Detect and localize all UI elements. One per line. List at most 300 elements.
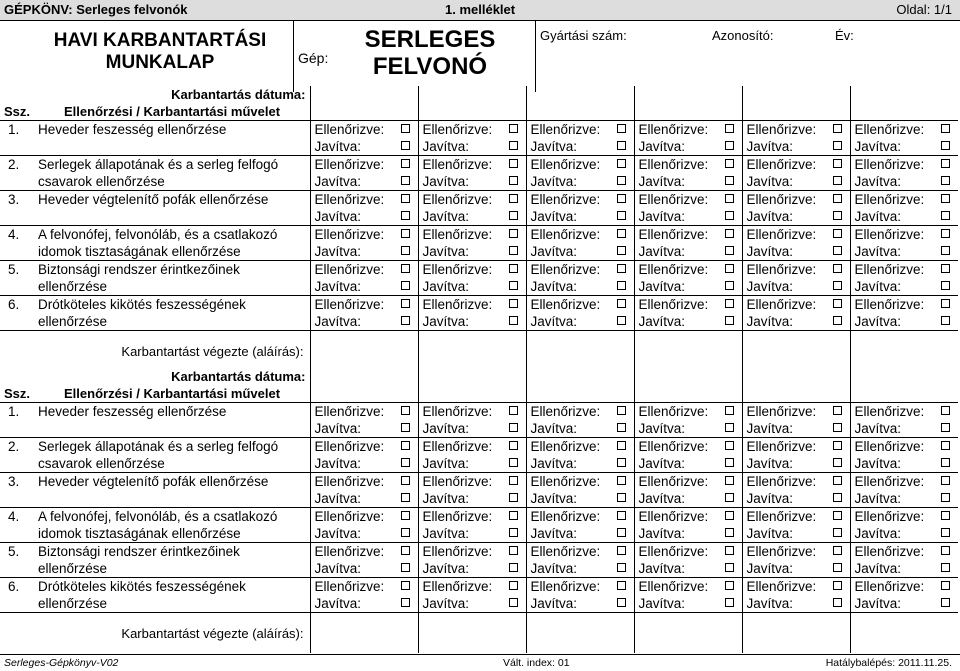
checked-checkbox[interactable] bbox=[725, 581, 734, 590]
checked-label: Ellenőrizve: bbox=[530, 192, 601, 207]
table-row bbox=[0, 156, 958, 191]
repaired-checkbox[interactable] bbox=[833, 528, 842, 537]
repaired-label: Javítva: bbox=[854, 209, 902, 224]
checked-label: Ellenőrizve: bbox=[314, 192, 385, 207]
repaired-checkbox[interactable] bbox=[617, 563, 626, 572]
checked-checkbox[interactable] bbox=[725, 159, 734, 168]
repaired-checkbox[interactable] bbox=[617, 211, 626, 220]
checked-checkbox[interactable] bbox=[941, 124, 950, 133]
date-cell[interactable] bbox=[634, 368, 742, 385]
repaired-checkbox[interactable] bbox=[941, 281, 950, 290]
checked-label: Ellenőrizve: bbox=[638, 122, 709, 137]
check-slot bbox=[850, 296, 958, 331]
checked-label: Ellenőrizve: bbox=[314, 544, 385, 559]
checked-checkbox[interactable] bbox=[401, 546, 410, 555]
checked-checkbox[interactable] bbox=[941, 511, 950, 520]
checked-checkbox[interactable] bbox=[725, 406, 734, 415]
checked-label: Ellenőrizve: bbox=[638, 544, 709, 559]
checked-checkbox[interactable] bbox=[833, 581, 842, 590]
signature-cell[interactable] bbox=[634, 613, 742, 654]
checked-label: Ellenőrizve: bbox=[854, 157, 925, 172]
checked-checkbox[interactable] bbox=[833, 476, 842, 485]
signature-cell[interactable] bbox=[526, 613, 634, 654]
repaired-label: Javítva: bbox=[314, 209, 362, 224]
repaired-checkbox[interactable] bbox=[401, 598, 410, 607]
repaired-checkbox[interactable] bbox=[617, 176, 626, 185]
check-slot bbox=[418, 296, 526, 331]
item-description: Drótköteles kikötés feszességének ellenőrzése bbox=[38, 296, 310, 331]
check-slot bbox=[310, 156, 418, 191]
checked-label: Ellenőrizve: bbox=[422, 474, 493, 489]
repaired-checkbox[interactable] bbox=[509, 316, 518, 325]
checked-checkbox[interactable] bbox=[725, 229, 734, 238]
repaired-checkbox[interactable] bbox=[617, 423, 626, 432]
machine-name-line-2: FELVONÓ bbox=[372, 53, 488, 80]
checked-label: Ellenőrizve: bbox=[422, 262, 493, 277]
checked-checkbox[interactable] bbox=[509, 194, 518, 203]
repaired-checkbox[interactable] bbox=[617, 246, 626, 255]
signature-cell[interactable] bbox=[742, 613, 850, 654]
checked-checkbox[interactable] bbox=[509, 159, 518, 168]
date-cell[interactable] bbox=[418, 368, 526, 385]
repaired-checkbox[interactable] bbox=[725, 423, 734, 432]
repaired-checkbox[interactable] bbox=[617, 141, 626, 150]
document-top-bar bbox=[0, 0, 960, 21]
repaired-label: Javítva: bbox=[638, 139, 686, 154]
date-cell[interactable] bbox=[850, 86, 958, 103]
repaired-checkbox[interactable] bbox=[725, 563, 734, 572]
date-cell[interactable] bbox=[742, 368, 850, 385]
repaired-checkbox[interactable] bbox=[401, 563, 410, 572]
repaired-checkbox[interactable] bbox=[725, 493, 734, 502]
check-slot bbox=[526, 403, 634, 438]
checked-checkbox[interactable] bbox=[401, 299, 410, 308]
repaired-checkbox[interactable] bbox=[509, 528, 518, 537]
checked-checkbox[interactable] bbox=[617, 264, 626, 273]
checked-label: Ellenőrizve: bbox=[530, 404, 601, 419]
footer-document-id: Serleges-Gépkönyv-V02 bbox=[4, 657, 119, 669]
repaired-checkbox[interactable] bbox=[833, 316, 842, 325]
repaired-checkbox[interactable] bbox=[725, 458, 734, 467]
checked-checkbox[interactable] bbox=[941, 546, 950, 555]
repaired-checkbox[interactable] bbox=[941, 176, 950, 185]
signature-cell[interactable] bbox=[634, 331, 742, 372]
checked-label: Ellenőrizve: bbox=[530, 439, 601, 454]
checked-checkbox[interactable] bbox=[941, 476, 950, 485]
checked-checkbox[interactable] bbox=[833, 229, 842, 238]
repaired-checkbox[interactable] bbox=[401, 423, 410, 432]
date-cell[interactable] bbox=[526, 86, 634, 103]
signature-cell[interactable] bbox=[310, 613, 418, 654]
checked-label: Ellenőrizve: bbox=[314, 157, 385, 172]
repaired-checkbox[interactable] bbox=[509, 141, 518, 150]
repaired-checkbox[interactable] bbox=[725, 598, 734, 607]
repaired-label: Javítva: bbox=[746, 244, 794, 259]
repaired-label: Javítva: bbox=[530, 314, 578, 329]
repaired-checkbox[interactable] bbox=[833, 281, 842, 290]
checked-label: Ellenőrizve: bbox=[314, 404, 385, 419]
repaired-checkbox[interactable] bbox=[509, 246, 518, 255]
table-row bbox=[0, 121, 958, 156]
maintenance-block-2 bbox=[0, 368, 958, 653]
check-slot bbox=[850, 543, 958, 578]
item-number: 4. bbox=[0, 226, 38, 261]
checked-checkbox[interactable] bbox=[617, 476, 626, 485]
repaired-checkbox[interactable] bbox=[833, 141, 842, 150]
repaired-checkbox[interactable] bbox=[941, 423, 950, 432]
title-line-1: HAVI KARBANTARTÁSI bbox=[53, 30, 267, 51]
checked-checkbox[interactable] bbox=[401, 124, 410, 133]
item-number: 4. bbox=[0, 508, 38, 543]
checked-checkbox[interactable] bbox=[401, 406, 410, 415]
repaired-checkbox[interactable] bbox=[941, 563, 950, 572]
item-number: 5. bbox=[0, 543, 38, 578]
checked-checkbox[interactable] bbox=[509, 124, 518, 133]
repaired-label: Javítva: bbox=[422, 279, 470, 294]
title-line-2: MUNKALAP bbox=[105, 52, 215, 73]
check-slot bbox=[418, 226, 526, 261]
check-slot bbox=[310, 191, 418, 226]
check-slot bbox=[742, 191, 850, 226]
repaired-checkbox[interactable] bbox=[833, 493, 842, 502]
checked-checkbox[interactable] bbox=[509, 406, 518, 415]
checked-checkbox[interactable] bbox=[401, 194, 410, 203]
repaired-label: Javítva: bbox=[422, 456, 470, 471]
repaired-checkbox[interactable] bbox=[617, 458, 626, 467]
document-footer bbox=[0, 654, 960, 671]
check-slot bbox=[418, 403, 526, 438]
repaired-checkbox[interactable] bbox=[617, 528, 626, 537]
date-cell[interactable] bbox=[418, 86, 526, 103]
checked-label: Ellenőrizve: bbox=[854, 404, 925, 419]
repaired-label: Javítva: bbox=[746, 139, 794, 154]
checked-checkbox[interactable] bbox=[509, 476, 518, 485]
repaired-checkbox[interactable] bbox=[617, 281, 626, 290]
identifier-field[interactable]: Azonosító: bbox=[712, 28, 774, 43]
check-slot bbox=[742, 508, 850, 543]
checked-checkbox[interactable] bbox=[725, 441, 734, 450]
check-slot bbox=[742, 261, 850, 296]
check-slot bbox=[418, 191, 526, 226]
checked-checkbox[interactable] bbox=[941, 194, 950, 203]
signature-cell[interactable] bbox=[850, 331, 958, 372]
table-row bbox=[0, 296, 958, 331]
checked-label: Ellenőrizve: bbox=[746, 509, 817, 524]
repaired-checkbox[interactable] bbox=[401, 211, 410, 220]
checked-checkbox[interactable] bbox=[509, 581, 518, 590]
repaired-checkbox[interactable] bbox=[617, 598, 626, 607]
checked-checkbox[interactable] bbox=[401, 264, 410, 273]
check-slot bbox=[634, 296, 742, 331]
repaired-label: Javítva: bbox=[530, 421, 578, 436]
checked-checkbox[interactable] bbox=[833, 406, 842, 415]
checked-checkbox[interactable] bbox=[725, 264, 734, 273]
machine-name-line-1: SERLEGES bbox=[364, 26, 496, 53]
check-slot bbox=[634, 191, 742, 226]
checked-checkbox[interactable] bbox=[617, 124, 626, 133]
checked-label: Ellenőrizve: bbox=[530, 297, 601, 312]
checked-label: Ellenőrizve: bbox=[530, 262, 601, 277]
checked-label: Ellenőrizve: bbox=[854, 439, 925, 454]
check-slot bbox=[850, 473, 958, 508]
repaired-checkbox[interactable] bbox=[401, 316, 410, 325]
repaired-checkbox[interactable] bbox=[941, 458, 950, 467]
repaired-label: Javítva: bbox=[314, 526, 362, 541]
check-slot bbox=[526, 578, 634, 613]
repaired-checkbox[interactable] bbox=[509, 493, 518, 502]
repaired-checkbox[interactable] bbox=[725, 316, 734, 325]
repaired-checkbox[interactable] bbox=[509, 176, 518, 185]
repaired-label: Javítva: bbox=[854, 244, 902, 259]
checked-checkbox[interactable] bbox=[833, 511, 842, 520]
repaired-checkbox[interactable] bbox=[833, 211, 842, 220]
checked-label: Ellenőrizve: bbox=[530, 544, 601, 559]
repaired-label: Javítva: bbox=[422, 561, 470, 576]
column-header-operation: Ellenőrzési / Karbantartási művelet bbox=[38, 103, 310, 121]
checked-checkbox[interactable] bbox=[509, 229, 518, 238]
repaired-checkbox[interactable] bbox=[509, 458, 518, 467]
repaired-checkbox[interactable] bbox=[833, 176, 842, 185]
repaired-checkbox[interactable] bbox=[941, 246, 950, 255]
date-cell[interactable] bbox=[526, 368, 634, 385]
repaired-checkbox[interactable] bbox=[509, 598, 518, 607]
checked-checkbox[interactable] bbox=[833, 124, 842, 133]
checked-checkbox[interactable] bbox=[833, 194, 842, 203]
repaired-label: Javítva: bbox=[314, 421, 362, 436]
repaired-checkbox[interactable] bbox=[833, 458, 842, 467]
repaired-label: Javítva: bbox=[638, 174, 686, 189]
repaired-label: Javítva: bbox=[314, 456, 362, 471]
checked-checkbox[interactable] bbox=[401, 159, 410, 168]
checked-checkbox[interactable] bbox=[725, 299, 734, 308]
table-row bbox=[0, 226, 958, 261]
check-slot bbox=[850, 578, 958, 613]
signature-cell[interactable] bbox=[850, 613, 958, 654]
checked-checkbox[interactable] bbox=[941, 441, 950, 450]
repaired-label: Javítva: bbox=[314, 314, 362, 329]
checked-checkbox[interactable] bbox=[725, 546, 734, 555]
repaired-checkbox[interactable] bbox=[401, 141, 410, 150]
item-number: 6. bbox=[0, 578, 38, 613]
checked-checkbox[interactable] bbox=[617, 229, 626, 238]
signature-cell[interactable] bbox=[418, 613, 526, 654]
checked-label: Ellenőrizve: bbox=[314, 227, 385, 242]
check-slot bbox=[742, 403, 850, 438]
checked-checkbox[interactable] bbox=[725, 511, 734, 520]
checked-checkbox[interactable] bbox=[941, 264, 950, 273]
checked-checkbox[interactable] bbox=[941, 159, 950, 168]
repaired-checkbox[interactable] bbox=[941, 598, 950, 607]
check-slot bbox=[418, 261, 526, 296]
checked-checkbox[interactable] bbox=[401, 441, 410, 450]
checked-checkbox[interactable] bbox=[509, 511, 518, 520]
checked-checkbox[interactable] bbox=[401, 476, 410, 485]
check-slot bbox=[526, 296, 634, 331]
checked-checkbox[interactable] bbox=[833, 546, 842, 555]
date-cell[interactable] bbox=[310, 368, 418, 385]
checked-checkbox[interactable] bbox=[725, 476, 734, 485]
repaired-label: Javítva: bbox=[746, 174, 794, 189]
signature-cell[interactable] bbox=[310, 331, 418, 372]
checked-label: Ellenőrizve: bbox=[422, 122, 493, 137]
checked-checkbox[interactable] bbox=[725, 194, 734, 203]
checked-checkbox[interactable] bbox=[617, 159, 626, 168]
check-slot bbox=[850, 508, 958, 543]
year-field[interactable]: Év: bbox=[835, 28, 854, 43]
item-description: Biztonsági rendszer érintkezőinek ellenőrzése bbox=[38, 261, 310, 296]
repaired-checkbox[interactable] bbox=[725, 141, 734, 150]
checked-checkbox[interactable] bbox=[617, 581, 626, 590]
check-slot bbox=[418, 473, 526, 508]
checked-checkbox[interactable] bbox=[401, 581, 410, 590]
item-description: Heveder végtelenítő pofák ellenőrzése bbox=[38, 191, 310, 226]
check-slot bbox=[634, 508, 742, 543]
check-slot bbox=[526, 261, 634, 296]
repaired-checkbox[interactable] bbox=[401, 281, 410, 290]
checked-checkbox[interactable] bbox=[617, 441, 626, 450]
repaired-checkbox[interactable] bbox=[401, 176, 410, 185]
checked-label: Ellenőrizve: bbox=[530, 122, 601, 137]
check-slot bbox=[526, 191, 634, 226]
repaired-checkbox[interactable] bbox=[941, 316, 950, 325]
checked-checkbox[interactable] bbox=[509, 546, 518, 555]
repaired-label: Javítva: bbox=[422, 596, 470, 611]
signature-cell[interactable] bbox=[526, 331, 634, 372]
repaired-label: Javítva: bbox=[530, 139, 578, 154]
check-slot bbox=[310, 121, 418, 156]
checked-label: Ellenőrizve: bbox=[746, 262, 817, 277]
checked-checkbox[interactable] bbox=[833, 159, 842, 168]
document-title: GÉPKÖNV: Serleges felvonók bbox=[4, 2, 188, 17]
signature-cell[interactable] bbox=[742, 331, 850, 372]
checked-checkbox[interactable] bbox=[833, 299, 842, 308]
repaired-label: Javítva: bbox=[530, 526, 578, 541]
repaired-checkbox[interactable] bbox=[941, 141, 950, 150]
checked-checkbox[interactable] bbox=[941, 229, 950, 238]
repaired-checkbox[interactable] bbox=[833, 563, 842, 572]
checked-checkbox[interactable] bbox=[833, 264, 842, 273]
repaired-checkbox[interactable] bbox=[509, 281, 518, 290]
checked-checkbox[interactable] bbox=[401, 511, 410, 520]
check-slot bbox=[526, 543, 634, 578]
repaired-checkbox[interactable] bbox=[401, 458, 410, 467]
check-slot bbox=[526, 473, 634, 508]
repaired-checkbox[interactable] bbox=[401, 246, 410, 255]
checked-checkbox[interactable] bbox=[617, 511, 626, 520]
repaired-label: Javítva: bbox=[314, 244, 362, 259]
repaired-label: Javítva: bbox=[530, 561, 578, 576]
checked-label: Ellenőrizve: bbox=[746, 544, 817, 559]
checked-checkbox[interactable] bbox=[941, 299, 950, 308]
check-slot bbox=[742, 121, 850, 156]
date-cell[interactable] bbox=[850, 368, 958, 385]
repaired-label: Javítva: bbox=[746, 561, 794, 576]
repaired-label: Javítva: bbox=[314, 139, 362, 154]
repaired-checkbox[interactable] bbox=[725, 176, 734, 185]
checked-checkbox[interactable] bbox=[833, 441, 842, 450]
repaired-label: Javítva: bbox=[422, 491, 470, 506]
repaired-checkbox[interactable] bbox=[509, 423, 518, 432]
repaired-checkbox[interactable] bbox=[509, 211, 518, 220]
repaired-label: Javítva: bbox=[638, 421, 686, 436]
checked-checkbox[interactable] bbox=[941, 406, 950, 415]
check-slot bbox=[418, 121, 526, 156]
date-cell[interactable] bbox=[310, 86, 418, 103]
check-slot bbox=[850, 261, 958, 296]
repaired-checkbox[interactable] bbox=[617, 316, 626, 325]
checked-checkbox[interactable] bbox=[617, 406, 626, 415]
repaired-label: Javítva: bbox=[746, 596, 794, 611]
checked-checkbox[interactable] bbox=[617, 299, 626, 308]
checked-label: Ellenőrizve: bbox=[422, 297, 493, 312]
checked-checkbox[interactable] bbox=[509, 264, 518, 273]
repaired-checkbox[interactable] bbox=[725, 211, 734, 220]
signature-cell[interactable] bbox=[418, 331, 526, 372]
checked-checkbox[interactable] bbox=[617, 546, 626, 555]
repaired-checkbox[interactable] bbox=[941, 211, 950, 220]
repaired-checkbox[interactable] bbox=[509, 563, 518, 572]
repaired-checkbox[interactable] bbox=[617, 493, 626, 502]
checked-checkbox[interactable] bbox=[941, 581, 950, 590]
item-number: 1. bbox=[0, 121, 38, 156]
check-slot bbox=[634, 403, 742, 438]
checked-label: Ellenőrizve: bbox=[854, 192, 925, 207]
checked-label: Ellenőrizve: bbox=[314, 122, 385, 137]
repaired-checkbox[interactable] bbox=[401, 528, 410, 537]
check-slot bbox=[850, 226, 958, 261]
repaired-label: Javítva: bbox=[422, 314, 470, 329]
repaired-checkbox[interactable] bbox=[725, 281, 734, 290]
item-number: 3. bbox=[0, 473, 38, 508]
repaired-label: Javítva: bbox=[638, 244, 686, 259]
checked-checkbox[interactable] bbox=[509, 299, 518, 308]
checked-checkbox[interactable] bbox=[725, 124, 734, 133]
checked-label: Ellenőrizve: bbox=[314, 509, 385, 524]
repaired-checkbox[interactable] bbox=[725, 528, 734, 537]
repaired-checkbox[interactable] bbox=[833, 246, 842, 255]
check-slot bbox=[418, 543, 526, 578]
repaired-label: Javítva: bbox=[854, 561, 902, 576]
repaired-checkbox[interactable] bbox=[833, 423, 842, 432]
checked-label: Ellenőrizve: bbox=[746, 297, 817, 312]
repaired-label: Javítva: bbox=[854, 491, 902, 506]
repaired-checkbox[interactable] bbox=[941, 493, 950, 502]
column-header-number: Ssz. bbox=[0, 103, 38, 121]
repaired-checkbox[interactable] bbox=[725, 246, 734, 255]
repaired-checkbox[interactable] bbox=[941, 528, 950, 537]
checked-label: Ellenőrizve: bbox=[854, 544, 925, 559]
serial-number-field[interactable]: Gyártási szám: bbox=[540, 28, 627, 43]
repaired-checkbox[interactable] bbox=[401, 493, 410, 502]
checked-checkbox[interactable] bbox=[401, 229, 410, 238]
table-row bbox=[0, 578, 958, 613]
check-slot bbox=[742, 438, 850, 473]
date-cell[interactable] bbox=[634, 86, 742, 103]
column-header-operation: Ellenőrzési / Karbantartási művelet bbox=[38, 385, 310, 403]
repaired-label: Javítva: bbox=[854, 314, 902, 329]
check-slot bbox=[526, 226, 634, 261]
repaired-checkbox[interactable] bbox=[833, 598, 842, 607]
check-slot bbox=[526, 121, 634, 156]
checked-label: Ellenőrizve: bbox=[854, 474, 925, 489]
check-slot bbox=[526, 438, 634, 473]
checked-checkbox[interactable] bbox=[509, 441, 518, 450]
checked-checkbox[interactable] bbox=[617, 194, 626, 203]
checked-label: Ellenőrizve: bbox=[854, 122, 925, 137]
repaired-label: Javítva: bbox=[530, 596, 578, 611]
date-cell[interactable] bbox=[742, 86, 850, 103]
item-number: 2. bbox=[0, 438, 38, 473]
